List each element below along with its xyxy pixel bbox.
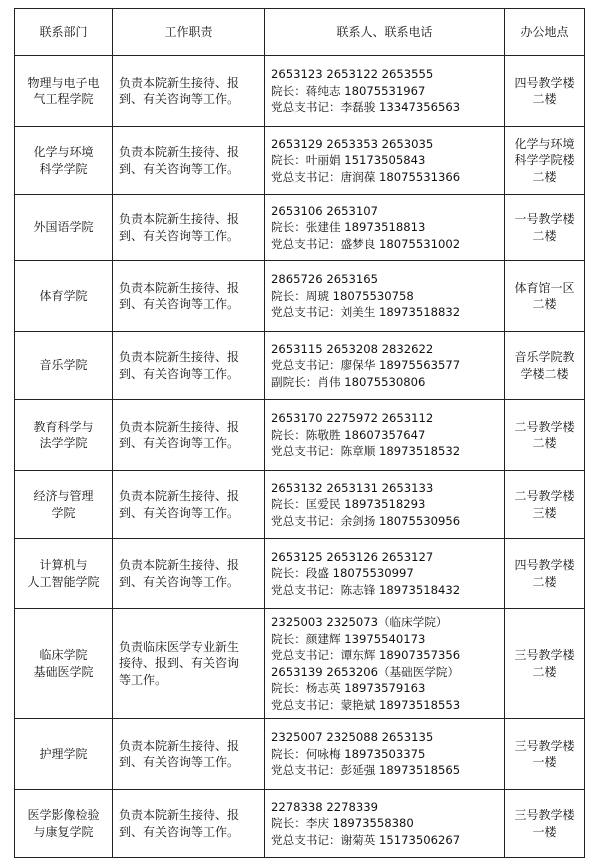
contact-line: 党总支书记：廖保华 18975563577 [271,358,461,373]
contact-line: 2865726 2653165 [271,272,378,287]
dept-line: 经济与管理 [33,489,94,503]
contact-line: 2278338 2278339 [271,799,378,814]
contact-line: 党总支书记：蒙艳斌 18973518553 [271,697,461,712]
contact-line: 党总支书记：谢菊英 15173506267 [271,832,461,847]
duty-line: 负责本院新生接待、报 [119,558,240,572]
office-cell [505,56,585,127]
office-cell [505,332,585,400]
office-line: 三号教学楼 [514,738,575,753]
contact-line: 副院长：肖伟 18075530806 [271,374,426,389]
contact-line: 院长：李庆 18973558380 [271,816,414,831]
contact-line: 2325007 2325088 2653135 [271,730,434,745]
table-body [15,56,585,858]
contact-cell [265,539,505,609]
office-line: 四号教学楼 [514,558,575,572]
table-row [15,56,585,127]
office-line: 三楼 [532,505,557,520]
header-row [15,9,585,56]
duty-cell [113,195,265,261]
office-cell [505,719,585,790]
contact-cell [265,400,505,471]
contact-line: 院长：段盛 18075530997 [271,566,414,581]
office-line: 一楼 [532,824,557,839]
dept-line: 临床学院 [39,648,88,662]
table-row [15,332,585,400]
duty-line: 负责本院新生接待、报 [119,489,240,503]
dept-line: 护理学院 [39,746,88,761]
header-duty: 工作职责 [113,9,265,56]
duty-line: 到、有关咨询等工作。 [119,824,240,839]
table-row [15,261,585,332]
duty-cell [113,332,265,400]
office-line: 二楼 [532,297,557,311]
office-line: 二楼 [532,574,557,589]
duty-line: 到、有关咨询等工作。 [119,505,240,520]
contact-cell [265,471,505,539]
table-row [15,609,585,719]
dept-line: 化学与环境 [33,145,94,159]
office-line: 科学学院楼 [514,153,575,168]
contact-line: 院长：张建佳 18973518813 [271,220,426,235]
contact-line: 2653125 2653126 2653127 [271,549,434,564]
dept-line: 医学影像检验 [27,808,100,822]
contact-line: 2653139 2653206（基础医学院） [271,664,460,679]
contact-line: 2653132 2653131 2653133 [271,480,434,495]
duty-line: 负责本院新生接待、报 [119,212,240,226]
duty-line: 到、有关咨询等工作。 [119,436,240,450]
office-line: 体育馆一区 [514,280,575,295]
duty-line: 到、有关咨询等工作。 [119,297,240,311]
dept-cell [15,195,113,261]
duty-cell [113,261,265,332]
office-line: 二楼 [532,664,557,679]
office-line: 二楼 [532,169,557,184]
dept-cell [15,609,113,719]
duty-line: 到、有关咨询等工作。 [119,366,240,381]
contact-cell [265,261,505,332]
dept-line: 法学学院 [39,436,88,450]
duty-cell [113,609,265,719]
contact-line: 党总支书记：彭延强 18973518565 [271,763,461,778]
header-office: 办公地点 [505,9,585,56]
contact-line: 院长：陈敬胜 18607357647 [271,427,426,442]
duty-line: 到、有关咨询等工作。 [119,228,240,243]
contact-line: 党总支书记：刘美生 18973518832 [271,305,461,320]
contact-cell [265,719,505,790]
duty-line: 负责本院新生接待、报 [119,738,240,753]
duty-line: 负责本院新生接待、报 [119,419,240,434]
office-line: 一号教学楼 [514,212,575,226]
dept-cell [15,790,113,858]
dept-cell [15,539,113,609]
office-line: 二号教学楼 [514,489,575,503]
contact-table [14,8,585,858]
office-cell [505,195,585,261]
duty-line: 到、有关咨询等工作。 [119,574,240,589]
contact-cell [265,127,505,195]
duty-cell [113,719,265,790]
table-row [15,400,585,471]
dept-line: 气工程学院 [33,92,94,106]
office-line: 学楼二楼 [520,366,569,381]
contact-line: 党总支书记：余剑扬 18075530956 [271,513,461,528]
duty-line: 负责本院新生接待、报 [119,280,240,295]
office-line: 三号教学楼 [514,808,575,822]
office-line: 四号教学楼 [514,75,575,90]
dept-line: 物理与电子电 [27,75,100,90]
office-cell [505,471,585,539]
contact-line: 院长：颜建辉 13975540173 [271,631,426,646]
office-cell [505,127,585,195]
office-line: 二楼 [532,92,557,106]
contact-cell [265,790,505,858]
dept-line: 教育科学与 [33,419,94,434]
duty-line: 负责本院新生接待、报 [119,350,240,364]
contact-line: 2653106 2653107 [271,203,378,218]
office-cell [505,790,585,858]
office-line: 二楼 [532,436,557,450]
office-line: 三号教学楼 [514,648,575,662]
duty-cell [113,56,265,127]
table-row [15,127,585,195]
contact-line: 党总支书记：陈章顺 18973518532 [271,444,461,459]
office-line: 化学与环境 [514,136,575,151]
contact-line: 党总支书记：盛梦良 18075531002 [271,236,461,251]
dept-line: 外国语学院 [33,220,94,235]
duty-line: 到、有关咨询等工作。 [119,755,240,769]
dept-cell [15,400,113,471]
dept-cell [15,261,113,332]
contact-line: 院长：何咏梅 18973503375 [271,746,426,761]
dept-cell [15,332,113,400]
dept-line: 学院 [51,505,76,520]
contact-line: 党总支书记：李磊骏 13347356563 [271,100,461,115]
table-row [15,790,585,858]
contact-line: 2653115 2653208 2832622 [271,341,434,356]
duty-line: 到、有关咨询等工作。 [119,92,240,106]
duty-line: 负责本院新生接待、报 [119,75,240,90]
contact-line: 2653123 2653122 2653555 [271,67,434,82]
contact-line: 党总支书记：唐润葆 18075531366 [271,169,461,184]
contact-line: 2653129 2653353 2653035 [271,136,434,151]
dept-line: 计算机与 [39,558,88,572]
contact-line: 院长：叶丽娟 15173505843 [271,153,426,168]
dept-cell [15,471,113,539]
contact-cell [265,195,505,261]
header-contact: 联系人、联系电话 [265,9,505,56]
contact-line: 2325003 2325073（临床学院） [271,615,448,629]
dept-line: 与康复学院 [33,824,94,839]
duty-line: 等工作。 [119,672,168,687]
header-dept: 联系部门 [15,9,113,56]
contact-cell [265,332,505,400]
dept-line: 人工智能学院 [27,574,100,589]
office-line: 二楼 [532,228,557,243]
contact-line: 院长：杨志英 18973579163 [271,681,426,695]
duty-cell [113,471,265,539]
duty-line: 负责本院新生接待、报 [119,808,240,822]
dept-line: 基础医学院 [33,664,94,679]
dept-line: 体育学院 [39,288,88,303]
contact-table-container [14,8,585,858]
table-row [15,719,585,790]
table-row [15,195,585,261]
office-cell [505,261,585,332]
office-cell [505,539,585,609]
dept-cell [15,127,113,195]
contact-line: 党总支书记：谭东辉 18907357356 [271,648,461,662]
duty-line: 负责本院新生接待、报 [119,145,240,159]
office-line: 一楼 [532,755,557,769]
duty-cell [113,539,265,609]
office-line: 二号教学楼 [514,419,575,434]
dept-cell [15,56,113,127]
table-row [15,471,585,539]
contact-line: 党总支书记：陈志锋 18973518432 [271,582,461,597]
office-cell [505,400,585,471]
table-header [15,9,585,56]
duty-line: 接待、报到、有关咨询 [119,656,240,671]
dept-line: 音乐学院 [39,358,88,373]
dept-line: 科学学院 [39,161,88,176]
duty-cell [113,790,265,858]
duty-cell [113,400,265,471]
office-cell [505,609,585,719]
table-row [15,539,585,609]
contact-line: 院长：周琥 18075530758 [271,288,414,303]
duty-line: 负责临床医学专业新生 [119,639,240,654]
office-line: 音乐学院教 [514,350,575,364]
contact-line: 院长：匡爱民 18973518293 [271,497,426,512]
duty-cell [113,127,265,195]
dept-cell [15,719,113,790]
contact-line: 院长：蒋纯志 18075531967 [271,83,426,98]
duty-line: 到、有关咨询等工作。 [119,161,240,176]
contact-cell [265,609,505,719]
contact-line: 2653170 2275972 2653112 [271,411,434,426]
contact-cell [265,56,505,127]
